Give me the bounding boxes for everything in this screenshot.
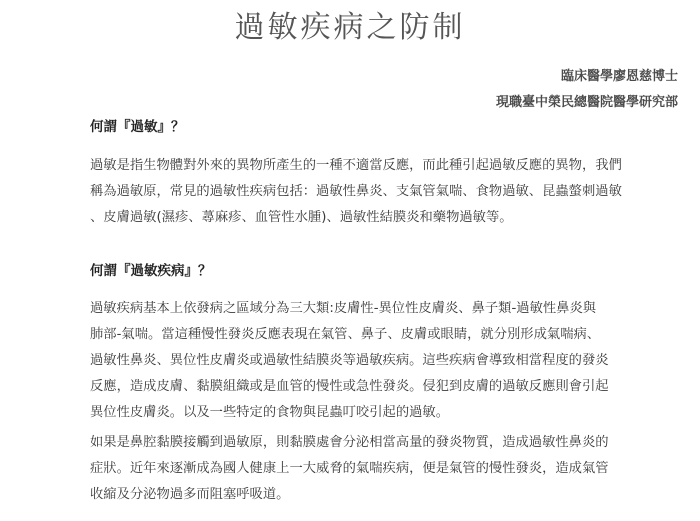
paragraph-line: 如果是鼻腔黏膜接觸到過敏原，則黏膜處會分泌相當高量的發炎物質，造成過敏性鼻炎的 <box>90 435 609 450</box>
author-name: 臨床醫學廖恩慈博士 <box>560 69 678 84</box>
paragraph-line: 過敏疾病基本上依發病之區域分為三大類:皮膚性-異位性皮膚炎、鼻子類-過敏性鼻炎與 <box>90 301 597 316</box>
paragraph-line: 過敏是指生物體對外來的異物所產生的一種不適當反應，而此種引起過敏反應的異物，我們 <box>90 158 622 173</box>
paragraph-line: 症狀。近年來逐漸成為國人健康上一大威脅的氣喘疾病，便是氣管的慢性發炎，造成氣管 <box>90 461 609 476</box>
paragraph-line: 過敏性鼻炎、異位性皮膚炎或過敏性結膜炎等過敏疾病。這些疾病會導致相當程度的發炎 <box>90 353 609 368</box>
paragraph-line: 異位性皮膚炎。以及一些特定的食物與昆蟲叮咬引起的過敏。 <box>90 405 450 420</box>
author-affiliation: 現職臺中榮民總醫院醫學研究部 <box>495 95 678 110</box>
section-heading-allergy: 何謂『過敏』？ <box>90 119 185 135</box>
section-paragraph <box>90 296 690 426</box>
paragraph-line: 反應，造成皮膚、黏膜組織或是血管的慢性或急性發炎。侵犯到皮膚的過敏反應則會引起 <box>90 379 609 394</box>
section-paragraph <box>90 430 690 508</box>
paragraph-line: 稱為過敏原，常見的過敏性疾病包括：過敏性鼻炎、支氣管氣喘、食物過敏、昆蟲螫刺過敏 <box>90 184 622 199</box>
section-heading-allergic-disease: 何謂『過敏疾病』？ <box>90 263 212 279</box>
paragraph-line: 肺部-氣喘。當這種慢性發炎反應表現在氣管、鼻子、皮膚或眼睛，就分別形成氣喘病、 <box>90 327 601 342</box>
document-title: 過敏疾病之防制 <box>234 10 466 45</box>
paragraph-line: 、皮膚過敏(濕疹、蕁麻疹、血管性水腫)、過敏性結膜炎和藥物過敏等。 <box>90 210 513 225</box>
paragraph-line: 收縮及分泌物過多而阻塞呼吸道。 <box>90 487 290 502</box>
section-paragraph <box>90 153 690 231</box>
